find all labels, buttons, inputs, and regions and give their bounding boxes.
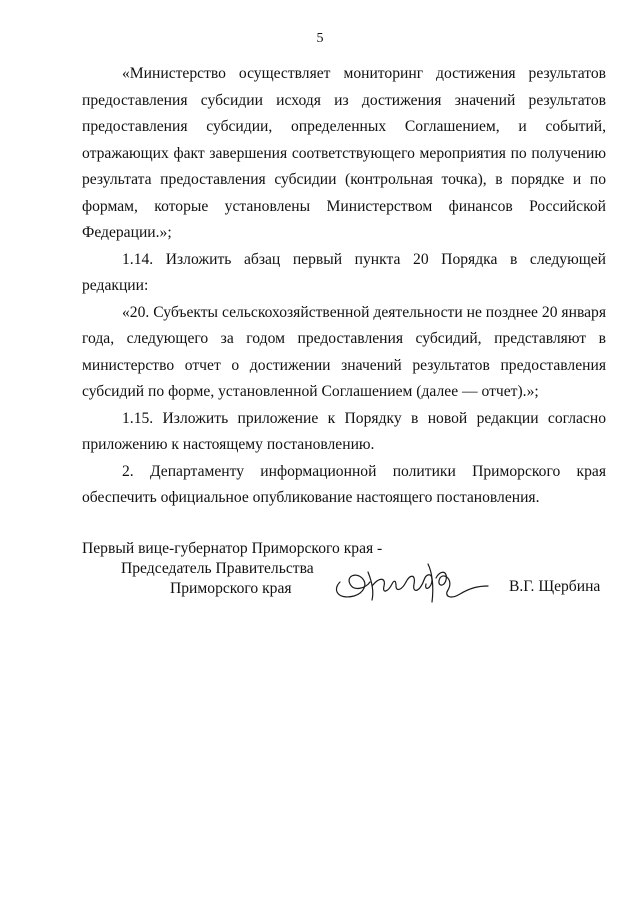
signatory-title-line-3: Приморского края — [170, 580, 292, 597]
handwritten-signature — [328, 556, 498, 606]
paragraph-item-1-15: 1.15. Изложить приложение к Порядку в новой редакции согласно приложению к настоящему постановлению. — [82, 409, 606, 453]
paragraph-monitoring: «Министерство осуществляет мониторинг достижения результатов предоставления субсидии исходя из достижения значений результатов предоставления субсидии, определенных Соглашением, и событий, отражающих факт завершения соответствующего мероприятия по получению результата предоставления субсидии (контрольная точка), в порядке и по формам, которые установлены Министерством финансов Российской Федерации.»; — [82, 65, 606, 241]
signatory-title-line-2: Председатель Правительства — [121, 560, 314, 577]
paragraph-point-20: «20. Субъекты сельскохозяйственной деятельности не позднее 20 января года, следующего за годом предоставления субсидий, представляют в министерство отчет о достижении значений результатов предоставления субсидий по форме, установленной Соглашением (далее — отчет).»; — [82, 303, 606, 400]
paragraph-item-2: 2. Департаменту информационной политики Приморского края обеспечить официальное опубликование настоящего постановления. — [82, 462, 606, 506]
document-body — [82, 61, 606, 512]
signatory-title-line-1: Первый вице-губернатор Приморского края - — [82, 540, 383, 557]
page-number: 5 — [316, 31, 324, 46]
signatory-name: В.Г. Щербина — [509, 578, 601, 595]
paragraph-item-1-14: 1.14. Изложить абзац первый пункта 20 Порядка в следующей редакции: — [82, 250, 606, 294]
